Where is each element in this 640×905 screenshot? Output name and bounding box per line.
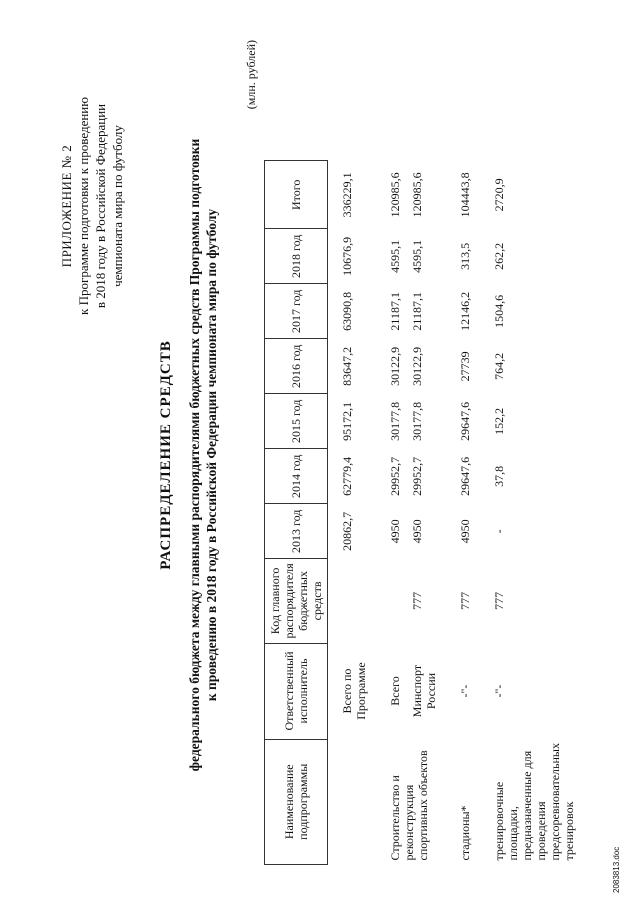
cell-total: 104443,8 xyxy=(458,172,472,218)
cell-2013: 4950 xyxy=(410,519,424,544)
subtitle-line: федерального бюджета между главными распорядителями бюджетных средств Программы подготовки xyxy=(187,138,202,772)
col-header-2018: 2018 год xyxy=(265,229,328,284)
cell-2017: 21187,1 xyxy=(388,292,402,331)
cell-total: 120985,6 xyxy=(410,172,424,218)
document-title: РАСПРЕДЕЛЕНИЕ СРЕДСТВ xyxy=(158,340,174,570)
cell-code: 777 xyxy=(458,591,472,610)
col-header-subprogram: Наименование подпрограммы xyxy=(265,739,328,864)
cell-2013: - xyxy=(492,529,506,534)
cell-2017: 1504,6 xyxy=(492,294,506,328)
appendix-number: ПРИЛОЖЕНИЕ № 2 xyxy=(59,144,74,268)
cell-executor: -"- xyxy=(458,684,472,698)
cell-2016: 30122,9 xyxy=(388,346,402,386)
appendix-line: в 2018 году в Российской Федерации xyxy=(93,103,108,309)
cell-2015: 29647,6 xyxy=(458,401,472,441)
cell-2018: 262,2 xyxy=(492,242,506,270)
cell-executor: Минспорт России xyxy=(410,664,438,718)
cell-2016: 83647,2 xyxy=(340,346,354,386)
cell-executor: Всего по Программе xyxy=(340,662,368,720)
cell-total: 336229,1 xyxy=(340,172,354,218)
cell-executor: Всего xyxy=(388,676,402,706)
col-header-2014: 2014 год xyxy=(265,449,328,504)
cell-code xyxy=(328,559,373,643)
cell-total: 120985,6 xyxy=(388,172,402,218)
cell-2018: 313,5 xyxy=(458,242,472,270)
cell-2015: 30177,8 xyxy=(410,401,424,441)
cell-name: Строительство и реконструкция спортивных объектов xyxy=(388,750,430,861)
appendix-line: чемпионата мира по футболу xyxy=(110,125,125,287)
col-header-2016: 2016 год xyxy=(265,339,328,394)
col-header-executor: Ответственный исполнитель xyxy=(265,643,328,739)
col-header-code: Код главного распорядителя бюджетных средств xyxy=(265,559,328,643)
cell-code: 777 xyxy=(410,591,424,610)
appendix-header xyxy=(58,26,126,386)
cell-executor: -"- xyxy=(492,684,506,698)
cell-code: 777 xyxy=(492,591,506,610)
cell-2014: 29647,6 xyxy=(458,456,472,496)
cell-2016: 764,2 xyxy=(492,352,506,380)
cell-2014: 37,8 xyxy=(492,465,506,487)
cell-code xyxy=(372,559,406,643)
units-label: (млн. рублей) xyxy=(244,40,258,110)
cell-2014: 29952,7 xyxy=(388,456,402,496)
cell-2017: 12146,2 xyxy=(458,291,472,331)
cell-name: стадионы* xyxy=(458,805,472,861)
col-header-total: Итого xyxy=(265,161,328,229)
cell-2015: 152,2 xyxy=(492,407,506,435)
cell-2015: 95172,1 xyxy=(340,401,354,441)
cell-2016: 30122,9 xyxy=(410,346,424,386)
cell-2018: 4595,1 xyxy=(388,239,402,273)
table-row xyxy=(442,161,476,865)
cell-2018: 4595,1 xyxy=(410,239,424,273)
cell-total: 2720,9 xyxy=(492,178,506,212)
cell-2013: 4950 xyxy=(388,519,402,544)
subtitle-line: к проведению в 2018 году в Российской Федерации чемпионата мира по футболу xyxy=(204,208,219,702)
document-file-code: 2083813.doc xyxy=(612,846,621,893)
col-header-2017: 2017 год xyxy=(265,284,328,339)
cell-2016: 27739 xyxy=(458,351,472,382)
budget-table xyxy=(264,160,580,865)
cell-2013: 20862,7 xyxy=(340,511,354,551)
cell-2013: 4950 xyxy=(458,519,472,544)
table-row xyxy=(372,161,406,865)
cell-2017: 63090,8 xyxy=(340,291,354,331)
cell-2014: 29952,7 xyxy=(410,456,424,496)
document-subtitle xyxy=(186,45,220,865)
cell-name: тренировочные площадки, предназначенные для проведения предсоревновательных тренировок xyxy=(492,743,576,861)
table-row xyxy=(476,161,580,865)
table-header-row xyxy=(265,161,328,865)
cell-name xyxy=(328,739,373,864)
cell-2015: 30177,8 xyxy=(388,401,402,441)
cell-2017: 21187,1 xyxy=(410,292,424,331)
table-row xyxy=(328,161,373,865)
cell-2018: 10676,9 xyxy=(340,236,354,276)
cell-2014: 62779,4 xyxy=(340,456,354,496)
col-header-2013: 2013 год xyxy=(265,504,328,559)
appendix-line: к Программе подготовки к проведению xyxy=(76,97,91,315)
col-header-2015: 2015 год xyxy=(265,394,328,449)
